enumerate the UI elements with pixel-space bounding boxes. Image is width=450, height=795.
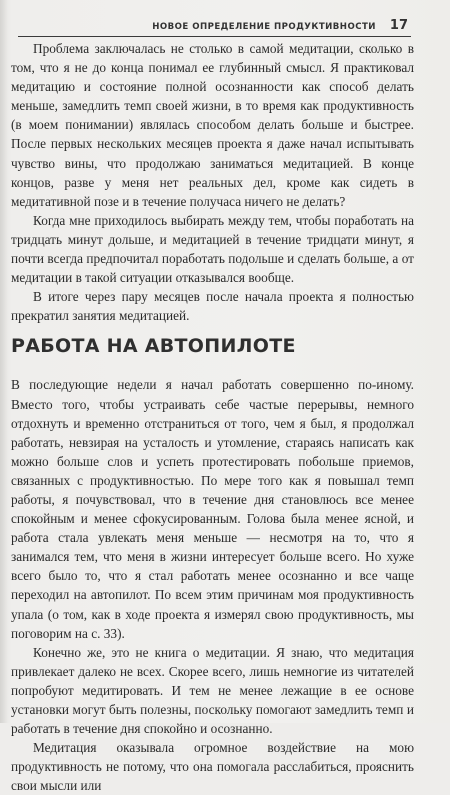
paragraph: Медитация оказывала огромное воздействие на мою продуктивность не потому, что она помогала расслабиться, прояснить свои мысли или [11,740,414,794]
page-number: 17 [389,18,408,33]
spine-shadow [0,0,8,723]
page-body [11,39,414,795]
paragraph: В последующие недели я начал работать совершенно по-иному. Вместо того, чтобы устраивать себе частые перерывы, немного отдохнуть и временно отстраниться от того, чем я был, я продолжал работать, невзирая на усталость и утомление, стараясь написать как можно больше слов и успеть протестировать побольше приемов, связанных с продуктивностью. По мере того как я повышал темп работы, я почувствовал, что в течение дня становлюсь все менее спокойным и менее сфокусированным. Голова была менее ясной, и работа стала увлекать меня меньше — несмотря на то, что я занимался тем, что меня в жизни интересует больше всего. Но хуже всего было то, что я стал работать менее осознанно и все чаще переходил на автопилот. По всем этим причинам моя продуктивность упала (о том, как в ходе проекта я измерял свою продуктивность, мы поговорим на с. 33). [11,377,414,641]
paragraph: Когда мне приходилось выбирать между тем, чтобы поработать на тридцать минут дольше, и медитацией в течение тридцати минут, я почти всегда предпочитал поработать подольше и сделать больше, а от медитации в такой ситуации отказывался вообще. [11,212,414,286]
section-heading: РАБОТА НА АВТОПИЛОТЕ [11,335,296,358]
page-header [152,18,408,33]
header-rule [18,36,411,37]
running-title: НОВОЕ ОПРЕДЕЛЕНИЕ ПРОДУКТИВНОСТИ [152,22,376,32]
paragraph: Проблема заключалась не столько в самой медитации, сколько в том, что я не до конца понимал ее глубинный смысл. Я практиковал медитацию и состояние полной осознанности как способ делать меньше, замедлить темп своей жизни, в то время как продуктивность (в моем понимании) являлась способом делать больше и быстрее. После первых нескольких месяцев проекта я даже начал испытывать чувство вины, что продолжаю заниматься медитацией. В конце концов, разве у меня нет реальных дел, кроме как сидеть в медитативной позе и в течение получаса ничего не делать? [11,41,414,209]
paragraph: Конечно же, это не книга о медитации. Я знаю, что медитация привлекает далеко не всех. Скорее всего, лишь немногие из читателей попробуют медитировать. И тем не менее лежащие в ее основе установки могут быть полезны, поскольку помогают замедлить темп и работать в течение дня спокойно и осознанно. [11,644,414,737]
paragraph: В итоге через пару месяцев после начала проекта я полностью прекратил занятия медитацией. [11,289,414,324]
